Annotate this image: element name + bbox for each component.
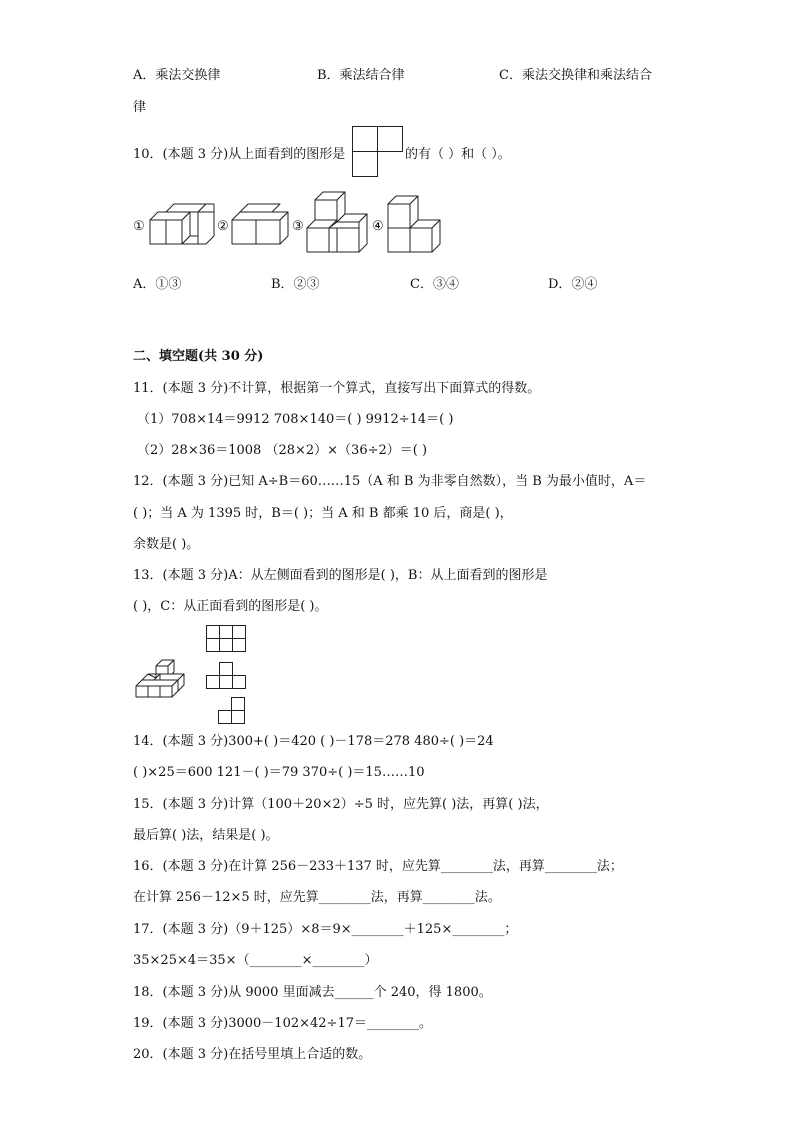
q12-line1: 12．(本题 3 分)已知 A÷B＝60……15（A 和 B 为非零自然数），当 B 为最小值时，A＝	[133, 474, 647, 489]
q20-line: 20．(本题 3 分)在括号里填上合适的数。	[133, 1047, 372, 1062]
q15-line2: 最后算( )法，结果是( )。	[133, 828, 279, 843]
q14-line1: 14．(本题 3 分)300+( )＝420 ( )－178＝278 480÷( )＝24	[133, 734, 494, 749]
q10-fig-label-1: ①	[133, 219, 145, 234]
q10-fig-label-3: ③	[292, 219, 304, 234]
q10-option-b: B．②③	[271, 277, 320, 292]
q17-line2: 35×25×4＝35×（________×________）	[133, 953, 378, 968]
q9-option-b: B．乘法结合律	[317, 68, 405, 83]
q19-line: 19．(本题 3 分)3000－102×42÷17＝________。	[133, 1016, 432, 1031]
q17-line1: 17．(本题 3 分)（9＋125）×8＝9×________＋125×________；	[133, 922, 518, 937]
q10-option-d: D．②④	[548, 277, 598, 292]
q13-view-c	[218, 697, 248, 727]
q14-line2: ( )×25＝600 121－( )＝79 370÷( )＝15……10	[133, 765, 425, 780]
q10-top-view-figure	[352, 126, 404, 178]
q16-line1: 16．(本题 3 分)在计算 256－233＋137 时，应先算________法，再算________法；	[133, 859, 623, 874]
q10-fig-label-2: ②	[217, 219, 229, 234]
q10-stem-before: 10．(本题 3 分)从上面看到的图形是	[133, 147, 346, 162]
q9-option-a: A．乘法交换律	[133, 68, 221, 83]
q9-option-c-wrap: 律	[133, 100, 147, 115]
q10-cube-figure-1	[148, 204, 218, 248]
q12-line2: ( )；当 A 为 1395 时，B＝( )；当 A 和 B 都乘 10 后，商是( )，	[133, 506, 513, 521]
q15-line1: 15．(本题 3 分)计算（100＋20×2）÷5 时，应先算( )法，再算( )法，	[133, 797, 549, 812]
q13-line1: 13．(本题 3 分)A：从左侧面看到的图形是( )，B：从上面看到的图形是	[133, 568, 548, 583]
q10-option-a: A．①③	[133, 277, 182, 292]
q13-solid-figure	[134, 660, 190, 700]
q10-cube-figure-3	[305, 192, 373, 258]
q11-stem: 11．(本题 3 分)不计算，根据第一个算式，直接写出下面算式的得数。	[133, 381, 541, 396]
q16-line2: 在计算 256－12×5 时，应先算________法，再算________法。	[133, 890, 501, 905]
q11-line2: （2）28×36＝1008 （28×2）×（36÷2）＝( )	[137, 443, 428, 458]
q18-line: 18．(本题 3 分)从 9000 里面减去______个 240，得 1800。	[133, 985, 492, 1000]
q13-view-b	[206, 662, 248, 692]
q10-stem-after: 的有（ ）和（ ）。	[405, 147, 511, 162]
q13-view-a	[206, 625, 248, 655]
q10-fig-label-4: ④	[372, 219, 384, 234]
q10-option-c: C．③④	[410, 277, 459, 292]
q13-line2: ( )，C：从正面看到的图形是( )。	[133, 599, 328, 614]
q11-line1: （1）708×14＝9912 708×140＝( ) 9912÷14＝( )	[137, 412, 454, 427]
q10-cube-figure-4	[386, 196, 446, 258]
q9-option-c: C．乘法交换律和乘法结合	[499, 68, 652, 83]
section-title-fill-blank: 二、填空题(共 30 分)	[133, 349, 264, 364]
q12-line3: 余数是( )。	[133, 537, 200, 552]
q10-cube-figure-2	[230, 204, 292, 248]
